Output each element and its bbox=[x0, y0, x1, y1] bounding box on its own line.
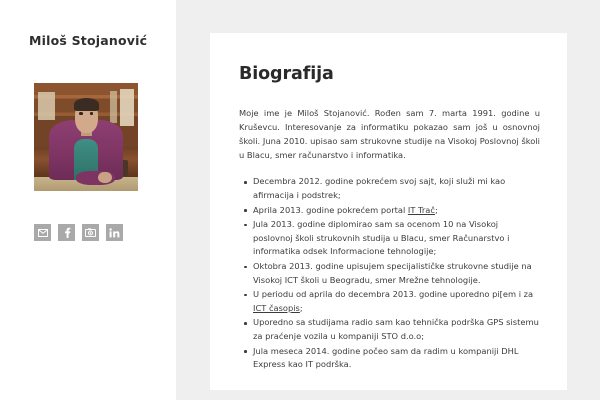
list-item bbox=[253, 218, 540, 259]
photo-window-right bbox=[120, 89, 134, 126]
list-item-text-after: ; bbox=[434, 204, 438, 215]
sidebar bbox=[0, 0, 176, 400]
list-item bbox=[253, 260, 540, 287]
list-item bbox=[253, 204, 540, 218]
photo-window-left bbox=[38, 92, 55, 120]
list-item-text-before: U periodu od aprila do decembra 2013. godine uporedno pi[em i za bbox=[253, 289, 534, 300]
main-content-card bbox=[210, 33, 567, 390]
social-links bbox=[34, 224, 123, 241]
site-title[interactable]: Miloš Stojanović bbox=[29, 33, 148, 48]
linkedin-icon bbox=[109, 228, 120, 238]
link-ict-casopis[interactable]: ICT časopis bbox=[253, 302, 300, 313]
photo-person-eye-left bbox=[79, 112, 82, 115]
photo-person-eye-right bbox=[90, 112, 93, 115]
layout-gutter bbox=[176, 0, 210, 400]
biography-list bbox=[239, 175, 540, 371]
list-item bbox=[253, 345, 540, 372]
social-link-linkedin[interactable] bbox=[106, 224, 123, 241]
page-title: Biografija bbox=[239, 64, 334, 84]
envelope-icon bbox=[38, 229, 48, 237]
social-link-instagram[interactable] bbox=[82, 224, 99, 241]
content-inner bbox=[210, 33, 567, 372]
list-item bbox=[253, 288, 540, 315]
list-item-text-before: Uporedno sa studijama radio sam kao tehnička podrška GPS sistemu za praćenje vozila u kompaniji STO d.o.o; bbox=[253, 317, 539, 341]
page-bottom-background bbox=[176, 390, 600, 400]
list-item-text-before: Jula meseca 2014. godine počeo sam da radim u kompaniji DHL Express kao IT podrška. bbox=[253, 345, 519, 370]
list-item-text-before: Jula 2013. godine diplomirao sam sa ocenom 10 na Visokoj poslovnoj školi strukovnih studija u Blacu, smer Računarstvo i informatika odsek Informacione tehnologije; bbox=[253, 219, 510, 257]
photo-person-hair bbox=[74, 98, 99, 111]
instagram-icon bbox=[85, 228, 96, 237]
facebook-icon bbox=[62, 227, 72, 238]
list-item-text-before: Oktobra 2013. godine upisujem specijalističke strukovne studije na Visokoj ICT školi u Beogradu, smer Mrežne tehnologije. bbox=[253, 260, 532, 285]
intro-paragraph: Moje ime je Miloš Stojanović. Rođen sam 7. marta 1991. godine u Kruševcu. Interesovanje za informatiku pokazao sam još u osnovnoj školi. Juna 2010. upisao sam strukovne studije na Visokoj Poslovnoj školi u Blacu, smer računarstvo i informatika. bbox=[239, 108, 540, 161]
link-it-trac[interactable]: IT Trač bbox=[407, 204, 435, 215]
social-link-email[interactable] bbox=[34, 224, 51, 241]
list-item-text-before: Aprila 2013. godine pokrećem portal bbox=[253, 204, 408, 215]
list-item-text-before: Decembra 2012. godine pokrećem svoj sajt, koji služi mi kao afirmacija i podstrek; bbox=[253, 176, 506, 200]
profile-photo bbox=[34, 83, 138, 191]
list-item bbox=[253, 316, 540, 343]
page-right-background bbox=[567, 0, 600, 400]
photo-window-mid bbox=[110, 91, 117, 123]
social-link-facebook[interactable] bbox=[58, 224, 75, 241]
list-item-text-after: ; bbox=[299, 302, 303, 313]
list-item bbox=[253, 175, 540, 202]
